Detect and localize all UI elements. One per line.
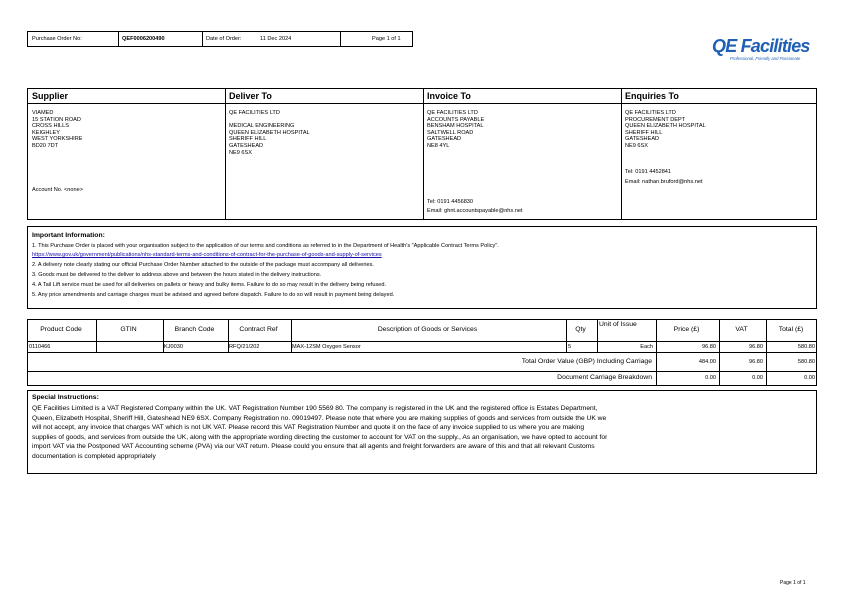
enquiries-line: QUEEN ELIZABETH HOSPITAL (625, 123, 706, 130)
deliver-line: SHERIFF HILL (229, 136, 267, 143)
special-line: import VAT via the Postponed VAT Accounting scheme (PVA) via our VAT return. Please could you ensure that all agents and freight forwarders are aware of this and that all relevant Customs (32, 443, 595, 451)
col-qty: Qty (575, 326, 586, 333)
col-total: Total (£) (778, 326, 804, 333)
special-line: Queen, Elizabeth Hospital, Sheriff Hill, Gateshead NE9 6SX. Company Registration no. 09019497. Please note that where you are making supplies of goods and services from outside the UK we (32, 414, 607, 422)
enquiries-line: PROCUREMENT DEPT (625, 116, 686, 123)
enquiries-address (625, 110, 706, 150)
enquiries-email[interactable]: Email: nathan.bruford@nhs.net (625, 179, 703, 185)
col-contract-ref: Contract Ref (239, 326, 278, 333)
carriage-vat: 0.00 (752, 375, 763, 381)
special-line: documentation is completed appropriately (32, 452, 156, 460)
col-gtin: GTIN (120, 326, 137, 333)
supplier-line: BD20 7DT (32, 142, 59, 149)
invoice-address (427, 110, 484, 150)
po-number: QEF0006200490 (122, 36, 165, 42)
col-branch-code: Branch Code (174, 326, 215, 333)
logo-tagline: Professional, Friendly and Passionate (730, 56, 801, 61)
carriage-label: Document Carriage Breakdown (557, 374, 652, 381)
deliver-heading: Deliver To (229, 91, 272, 101)
deliver-address (229, 110, 310, 156)
supplier-address (32, 110, 82, 150)
deliver-line: NE9 6SX (229, 149, 253, 156)
important-line-5: 5. Any price amendments and carriage charges must be advised and agreed before dispatch. Failure to do so will result in payment being delayed. (32, 292, 395, 298)
invoice-email[interactable]: Email: ghnt.accountspayable@nhs.net (427, 208, 523, 214)
total-order-label: Total Order Value (GBP) Including Carriage (521, 358, 652, 365)
deliver-line: QE FACILITIES LTD (229, 110, 280, 116)
col-description: Description of Goods or Services (377, 326, 478, 333)
date-label: Date of Order: (206, 36, 242, 42)
deliver-line: GATESHEAD (229, 142, 264, 149)
invoice-line: ACCOUNTS PAYABLE (427, 116, 485, 123)
total-order-price: 484.00 (698, 359, 716, 365)
cell-total: 580.80 (797, 344, 815, 350)
date-value: 11 Dec 2024 (260, 36, 292, 42)
header-bar (27, 31, 413, 47)
col-vat: VAT (735, 326, 748, 333)
enquiries-line: SHERIFF HILL (625, 129, 663, 136)
important-information (27, 226, 817, 309)
enquiries-line: QE FACILITIES LTD (625, 110, 676, 116)
parties-section (27, 88, 817, 220)
cell-contract-ref: RFQ/21/202 (229, 344, 260, 350)
col-unit: Unit of Issue (599, 321, 637, 328)
invoice-line: SALTWELL ROAD (427, 129, 474, 136)
cell-branch-code: KJ0030 (164, 344, 183, 350)
supplier-line: CROSS HILLS (32, 123, 69, 130)
deliver-line: QUEEN ELIZABETH HOSPITAL (229, 129, 310, 136)
cell-product-code: 0110466 (29, 344, 51, 350)
logo-brand: QE Facilities (712, 36, 810, 56)
supplier-heading: Supplier (32, 91, 69, 101)
important-line-4: 4. A Tail Lift service must be used for all deliveries on pallets or heavy and bulky items. Failure to do so may result in the delivery being refused. (32, 282, 387, 288)
cell-description: MAX-12SM Oxygen Sensor (292, 344, 361, 350)
cell-qty: 5 (568, 344, 572, 350)
supplier-account: Account No. <none> (32, 187, 84, 193)
supplier-line: 15 STATION ROAD (32, 116, 81, 123)
invoice-line: NE8 4YL (427, 142, 450, 149)
footer-page: Page 1 of 1 (780, 580, 806, 586)
supplier-line: VIAMED (32, 110, 54, 116)
invoice-line: GATESHEAD (427, 136, 462, 143)
carriage-price: 0.00 (705, 375, 716, 381)
invoice-line: BENSHAM HOSPITAL (427, 123, 484, 130)
special-line: QE Facilities Limited is a VAT Registered Company within the UK. VAT Registration Number 190 5569 80. The company is registered in the UK and the registered office is Estates Department, (32, 405, 598, 412)
carriage-total: 0.00 (804, 375, 815, 381)
special-line: will not accept, any invoice that charges VAT which is not UK VAT. Please record this VAT Registration Number and quote it on the face of any invoice supplied to us where you are making (32, 424, 585, 432)
special-line: supplies of goods, and services from outside the UK, along with the appropriate wording directing the customer to account for VAT on the supply., As an organisation, we have opted to account for (32, 433, 608, 441)
cell-price: 96.80 (702, 344, 716, 350)
important-line-1: 1. This Purchase Order is placed with your organisation subject to the application of our terms and conditions as referred to in the Department of Health's "Applicable Contract Terms Policy". (32, 243, 499, 249)
important-heading: Important Information: (32, 232, 105, 239)
invoice-tel: Tel: 0191 4456830 (427, 199, 474, 205)
special-instructions (27, 390, 817, 474)
enquiries-line: NE9 6SX (625, 142, 649, 149)
invoice-heading: Invoice To (427, 91, 471, 101)
supplier-line: KEIGHLEY (32, 129, 60, 136)
enquiries-line: GATESHEAD (625, 136, 660, 143)
important-line-2: 2. A delivery note clearly stating our official Purchase Order Number attached to the outside of the package must accompany all deliveries. (32, 262, 374, 268)
cell-vat: 96.80 (749, 344, 763, 350)
enquiries-heading: Enquiries To (625, 91, 679, 101)
special-text (32, 404, 607, 462)
page-indicator: Page 1 of 1 (372, 36, 401, 42)
cell-unit: Each (640, 344, 653, 350)
total-order-total: 580.80 (797, 359, 815, 365)
order-table (27, 319, 817, 385)
important-line-3: 3. Goods must be delivered to the deliver to address above and between the hours stated in the delivery instructions. (32, 272, 322, 278)
deliver-line: MEDICAL ENGINEERING (229, 123, 295, 130)
enquiries-tel: Tel: 0191 4452841 (625, 169, 672, 175)
col-product-code: Product Code (40, 326, 82, 333)
invoice-line: QE FACILITIES LTD (427, 110, 478, 116)
terms-link[interactable]: https://www.gov.uk/government/publications/nhs-standard-terms-and-conditions-of-contract-for-the-purchase-of-goods-and-supply-of-services (32, 252, 382, 258)
special-heading: Special Instructions: (32, 394, 99, 401)
total-order-vat: 96.80 (749, 359, 763, 365)
deliver-line (229, 117, 310, 124)
col-price: Price (£) (673, 326, 700, 333)
po-label: Purchase Order No: (32, 36, 82, 42)
company-logo (712, 36, 822, 66)
supplier-line: WEST YORKSHIRE (32, 136, 83, 143)
